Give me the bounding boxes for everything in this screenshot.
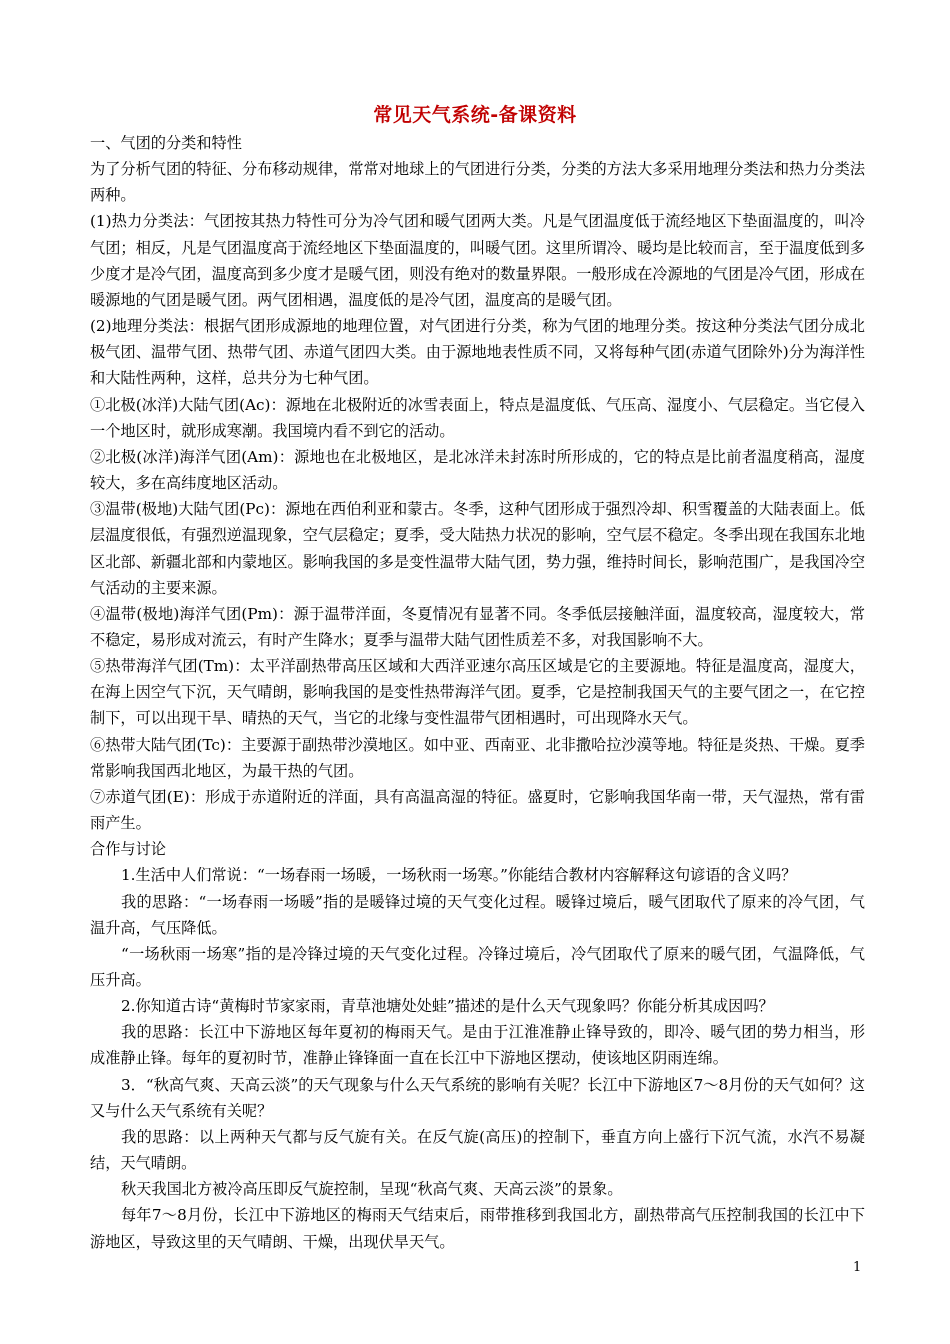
paragraph-air-mass-pc: ③温带(极地)大陆气团(Pc)：源地在西伯利亚和蒙古。冬季，这种气团形成于强烈冷却、积雪覆盖的大陆表面上。低层温度很低，有强烈逆温现象，空气层稳定；夏季，受大陆热力状况的影响，空气层不稳定。冬季出现在我国东北地区北部、新疆北部和内蒙地区。影响我国的多是变性温带大陆气团，势力强，维持时间长，影响范围广，是我国冷空气活动的主要来源。 xyxy=(90,500,865,597)
paragraph-air-mass-tm: ⑤热带海洋气团(Tm)：太平洋副热带高压区域和大西洋亚速尔高压区域是它的主要源地。特征是温度高，湿度大，在海上因空气下沉，天气晴朗，影响我国的是变性热带海洋气团。夏季，它是控制我国天气的主要气团之一，在它控制下，可以出现干旱、晴热的天气，当它的北缘与变性温带气团相遇时，可出现降水天气。 xyxy=(90,657,865,728)
question-2: 2.你知道古诗“黄梅时节家家雨，青草池塘处处蛙”描述的是什么天气现象吗？你能分析其成因吗？ xyxy=(121,997,774,1016)
section-heading-air-mass: 一、气团的分类和特性 xyxy=(90,134,242,152)
paragraph-air-mass-e: ⑦赤道气团(E)：形成于赤道附近的洋面，具有高温高湿的特征。盛夏时，它影响我国华南一带，天气湿热，常有雷雨产生。 xyxy=(90,787,865,833)
paragraph-air-mass-am: ②北极(冰洋)海洋气团(Am)：源地也在北极地区，是北冰洋未封冻时所形成的，它的特点是比前者温度稍高，湿度较大，多在高纬度地区活动。 xyxy=(90,447,865,493)
question-1: 1.生活中人们常说：“一场春雨一场暖，一场秋雨一场寒。”你能结合教材内容解释这句谚语的含义吗？ xyxy=(121,866,797,885)
answer-3c: 每年7～8月份，长江中下游地区的梅雨天气结束后，雨带推移到我国北方，副热带高气压控制我国的长江中下游地区，导致这里的天气晴朗、干燥，出现伏旱天气。 xyxy=(90,1206,865,1251)
section-heading-discussion: 合作与讨论 xyxy=(90,840,166,859)
paragraph-thermal-classification: (1)热力分类法：气团按其热力特性可分为冷气团和暖气团两大类。凡是气团温度低于流经地区下垫面温度的，叫冷气团；相反，凡是气团温度高于流经地区下垫面温度的，叫暖气团。这里所谓冷、暖均是比较而言，至于温度低到多少度才是冷气团，温度高到多少度才是暖气团，则没有绝对的数量界限。一般形成在冷源地的气团是冷气团，形成在暖源地的气团是暖气团。两气团相遇，温度低的是冷气团，温度高的是暖气团。 xyxy=(90,212,865,309)
answer-1a: 我的思路：“一场春雨一场暖”指的是暖锋过境的天气变化过程。暖锋过境后，暖气团取代了原来的冷气团，气温升高，气压降低。 xyxy=(90,892,865,937)
answer-2: 我的思路：长江中下游地区每年夏初的梅雨天气。是由于江淮准静止锋导致的，即冷、暖气团的势力相当，形成准静止锋。每年的夏初时节，准静止锋锋面一直在长江中下游地区摆动，使该地区阴雨连绵。 xyxy=(90,1023,865,1068)
paragraph-air-mass-ac: ①北极(冰洋)大陆气团(Ac)：源地在北极附近的冰雪表面上，特点是温度低、气压高、湿度小、气层稳定。当它侵入一个地区时，就形成寒潮。我国境内看不到它的活动。 xyxy=(90,395,865,440)
document-title: 常见天气系统-备课资料 xyxy=(373,104,577,126)
paragraph-intro: 为了分析气团的特征、分布移动规律，常常对地球上的气团进行分类，分类的方法大多采用地理分类法和热力分类法两种。 xyxy=(90,160,865,205)
answer-1b: “一场秋雨一场寒”指的是冷锋过境的天气变化过程。冷锋过境后，冷气团取代了原来的暖气团，气温降低，气压升高。 xyxy=(90,944,865,989)
paragraph-air-mass-pm: ④温带(极地)海洋气团(Pm)：源于温带洋面，冬夏情况有显著不同。冬季低层接触洋面，温度较高，湿度较大，常不稳定，易形成对流云，有时产生降水；夏季与温带大陆气团性质差不多，对我国影响不大。 xyxy=(90,604,865,649)
paragraph-geographic-classification: (2)地理分类法：根据气团形成源地的地理位置，对气团进行分类，称为气团的地理分类。按这种分类法气团分成北极气团、温带气团、热带气团、赤道气团四大类。由于源地地表性质不同，又将每种气团(赤道气团除外)分为海洋性和大陆性两种，这样，总共分为七种气团。 xyxy=(90,317,865,388)
answer-3a: 我的思路：以上两种天气都与反气旋有关。在反气旋(高压)的控制下，垂直方向上盛行下沉气流，水汽不易凝结，天气晴朗。 xyxy=(90,1127,865,1173)
answer-3b: 秋天我国北方被冷高压即反气旋控制，呈现“秋高气爽、天高云淡”的景象。 xyxy=(121,1180,623,1199)
document-body xyxy=(90,130,865,1255)
paragraph-air-mass-tc: ⑥热带大陆气团(Tc)：主要源于副热带沙漠地区。如中亚、西南亚、北非撒哈拉沙漠等地。特征是炎热、干燥。夏季常影响我国西北地区，为最干热的气团。 xyxy=(90,735,865,780)
question-3: 3．“秋高气爽、天高云淡”的天气现象与什么天气系统的影响有关呢？长江中下游地区7～8月份的天气如何？这又与什么天气系统有关呢？ xyxy=(90,1075,865,1120)
page-number: 1 xyxy=(853,1260,862,1275)
